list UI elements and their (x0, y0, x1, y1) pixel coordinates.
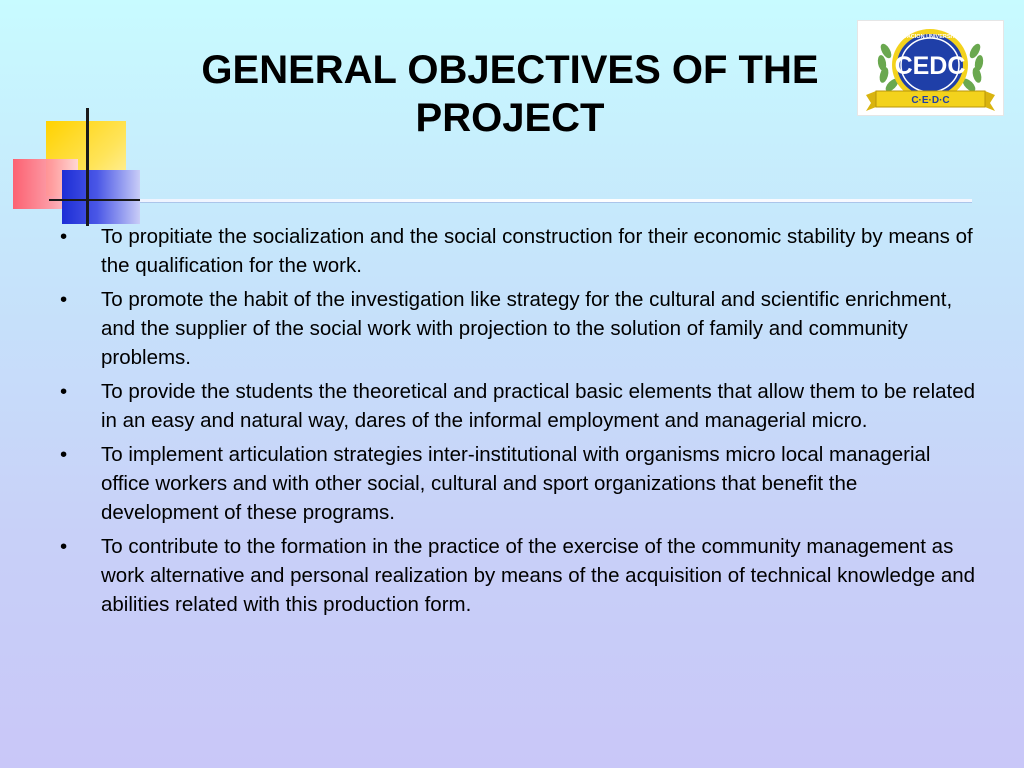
list-item (57, 222, 977, 280)
list-item (57, 440, 977, 527)
slide-title: GENERAL OBJECTIVES OF THE PROJECT (201, 48, 819, 140)
list-item-text: To propitiate the socialization and the social construction for their economic stability by means of the qualification for the work. (101, 225, 973, 277)
list-item (57, 377, 977, 435)
decorative-horizontal-line (49, 199, 141, 201)
bullet-icon: • (60, 443, 68, 466)
logo-ribbon-text: C·E·D·C (911, 95, 950, 106)
list-item-text: To contribute to the formation in the practice of the exercise of the community management as work alternative and personal realization by means of the acquisition of technical knowledge and abilities related with this production form. (101, 535, 976, 616)
list-item-text: To provide the students the theoretical and practical basic elements that allow them to be related in an easy and natural way, dares of the informal employment and managerial micro. (101, 380, 976, 432)
institution-logo (858, 21, 1003, 115)
bullet-icon: • (60, 535, 68, 558)
list-item-text: To implement articulation strategies inter-institutional with organisms micro local managerial office workers and with other social, cultural and sport organizations that benefit the development of these programs. (101, 443, 931, 524)
decorative-blue-square (62, 170, 140, 224)
bullet-icon: • (60, 380, 68, 403)
list-item-text: To promote the habit of the investigation like strategy for the cultural and scientific enrichment, and the supplier of the social work with projection to the solution of family and community problems. (101, 288, 953, 369)
logo-top-text: FUNDACION UNIVERSITARIA (891, 34, 969, 40)
logo-monogram: CEDC (894, 52, 966, 80)
list-item (57, 285, 977, 372)
objectives-list (57, 222, 977, 624)
bullet-icon: • (60, 225, 68, 248)
title-underline (140, 199, 972, 202)
list-item (57, 532, 977, 619)
decorative-vertical-line (86, 108, 89, 226)
bullet-icon: • (60, 288, 68, 311)
